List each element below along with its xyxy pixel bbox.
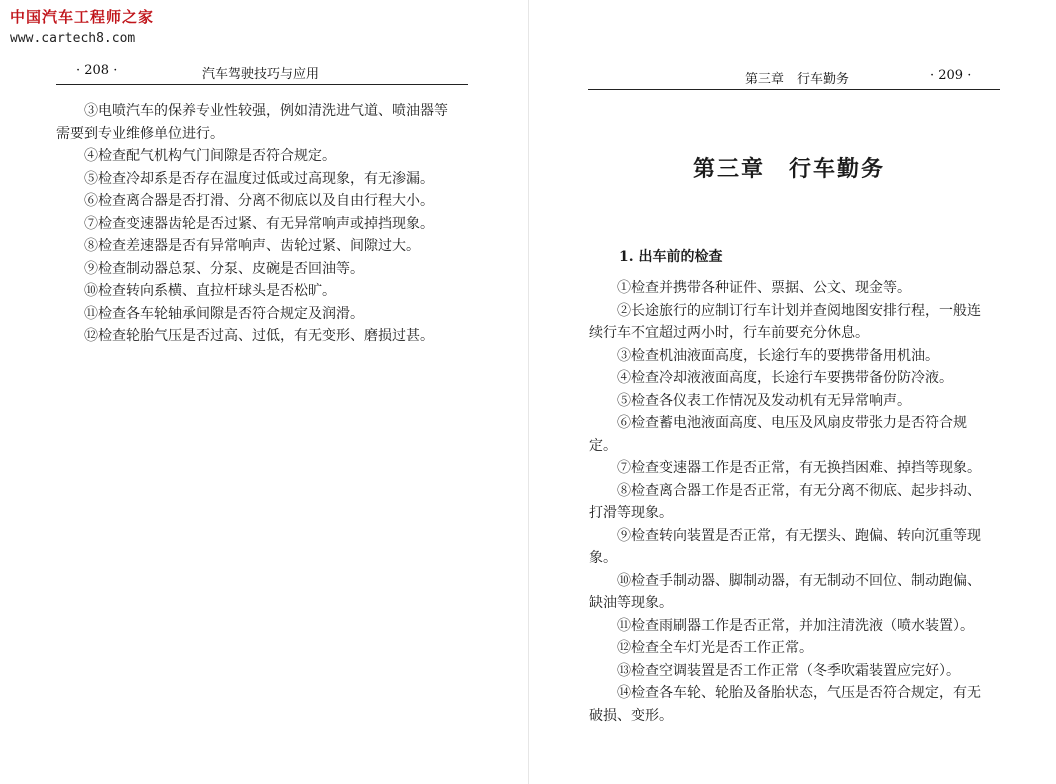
section-heading: 1. 出车前的检查 — [619, 249, 723, 265]
text-line: ⑫检查轮胎气压是否过高、过低，有无变形、磨损过甚。 — [84, 328, 434, 344]
text-line: ⑧检查离合器工作是否正常，有无分离不彻底、起步抖动、 — [617, 482, 981, 499]
text-line: 象。 — [589, 550, 617, 566]
text-line: 破损、变形。 — [589, 707, 673, 724]
text-line: ①检查并携带各种证件、票据、公文、现金等。 — [617, 280, 911, 296]
text-line: ⑥检查蓄电池液面高度、电压及风扇皮带张力是否符合规 — [617, 415, 967, 431]
text-line: ⑪检查雨刷器工作是否正常，并加注清洗液（喷水装置）。 — [617, 617, 974, 634]
right-page-number: · 209 · — [930, 68, 972, 83]
right-page-body — [589, 277, 981, 727]
text-line: ②长途旅行的应制订行车计划并查阅地图安排行程，一般连 — [617, 302, 981, 319]
left-page-body — [56, 100, 448, 348]
text-line: ⑤检查冷却系是否存在温度过低或过高现象，有无渗漏。 — [84, 170, 434, 187]
watermark-logo-text: 中国汽车工程师之家 — [10, 8, 155, 26]
chapter-title: 第三章 行车勤务 — [693, 156, 886, 182]
text-line: ④检查冷却液液面高度，长途行车要携带备份防冷液。 — [617, 370, 953, 386]
text-line: ⑩检查转向系横、直拉杆球头是否松旷。 — [84, 283, 336, 299]
text-line: ⑨检查制动器总泵、分泵、皮碗是否回油等。 — [84, 260, 364, 277]
text-line: ⑦检查变速器齿轮是否过紧、有无异常响声或掉挡现象。 — [84, 215, 434, 232]
text-line: ⑬检查空调装置是否工作正常（冬季吹霜装置应完好）。 — [617, 662, 960, 679]
watermark-url: www.cartech8.com — [10, 31, 136, 46]
text-line: ③检查机油液面高度，长途行车的要携带备用机油。 — [617, 347, 939, 364]
text-line: ⑧检查差速器是否有异常响声、齿轮过紧、间隙过大。 — [84, 238, 420, 254]
page-gutter — [528, 0, 529, 784]
text-line: 缺油等现象。 — [589, 595, 673, 611]
right-header-rule — [588, 89, 1000, 90]
text-line: ⑥检查离合器是否打滑、分离不彻底以及自由行程大小。 — [84, 193, 434, 209]
text-line: ⑩检查手制动器、脚制动器，有无制动不回位、制动跑偏、 — [617, 572, 981, 589]
right-running-title: 第三章 行车勤务 — [745, 72, 850, 87]
text-line: ③电喷汽车的保养专业性较强，例如清洗进气道、喷油器等 — [84, 103, 448, 119]
text-line: ⑭检查各车轮、轮胎及备胎状态，气压是否符合规定，有无 — [617, 685, 981, 701]
text-line: ⑫检查全车灯光是否工作正常。 — [617, 640, 813, 656]
left-running-title: 汽车驾驶技巧与应用 — [202, 67, 320, 82]
left-page-number: · 208 · — [76, 63, 118, 78]
text-line: 打滑等现象。 — [589, 505, 673, 521]
text-line: ④检查配气机构气门间隙是否符合规定。 — [84, 148, 336, 164]
text-line: ⑦检查变速器工作是否正常，有无换挡困难、掉挡等现象。 — [617, 460, 981, 476]
text-line: ⑨检查转向装置是否正常，有无摆头、跑偏、转向沉重等现 — [617, 527, 981, 544]
text-line: 定。 — [589, 437, 617, 454]
text-line: 需要到专业维修单位进行。 — [56, 125, 224, 142]
text-line: 续行车不宜超过两小时，行车前要充分休息。 — [589, 325, 869, 341]
text-line: ⑪检查各车轮轴承间隙是否符合规定及润滑。 — [84, 305, 364, 322]
left-header-rule — [56, 84, 468, 85]
text-line: ⑤检查各仪表工作情况及发动机有无异常响声。 — [617, 392, 911, 409]
